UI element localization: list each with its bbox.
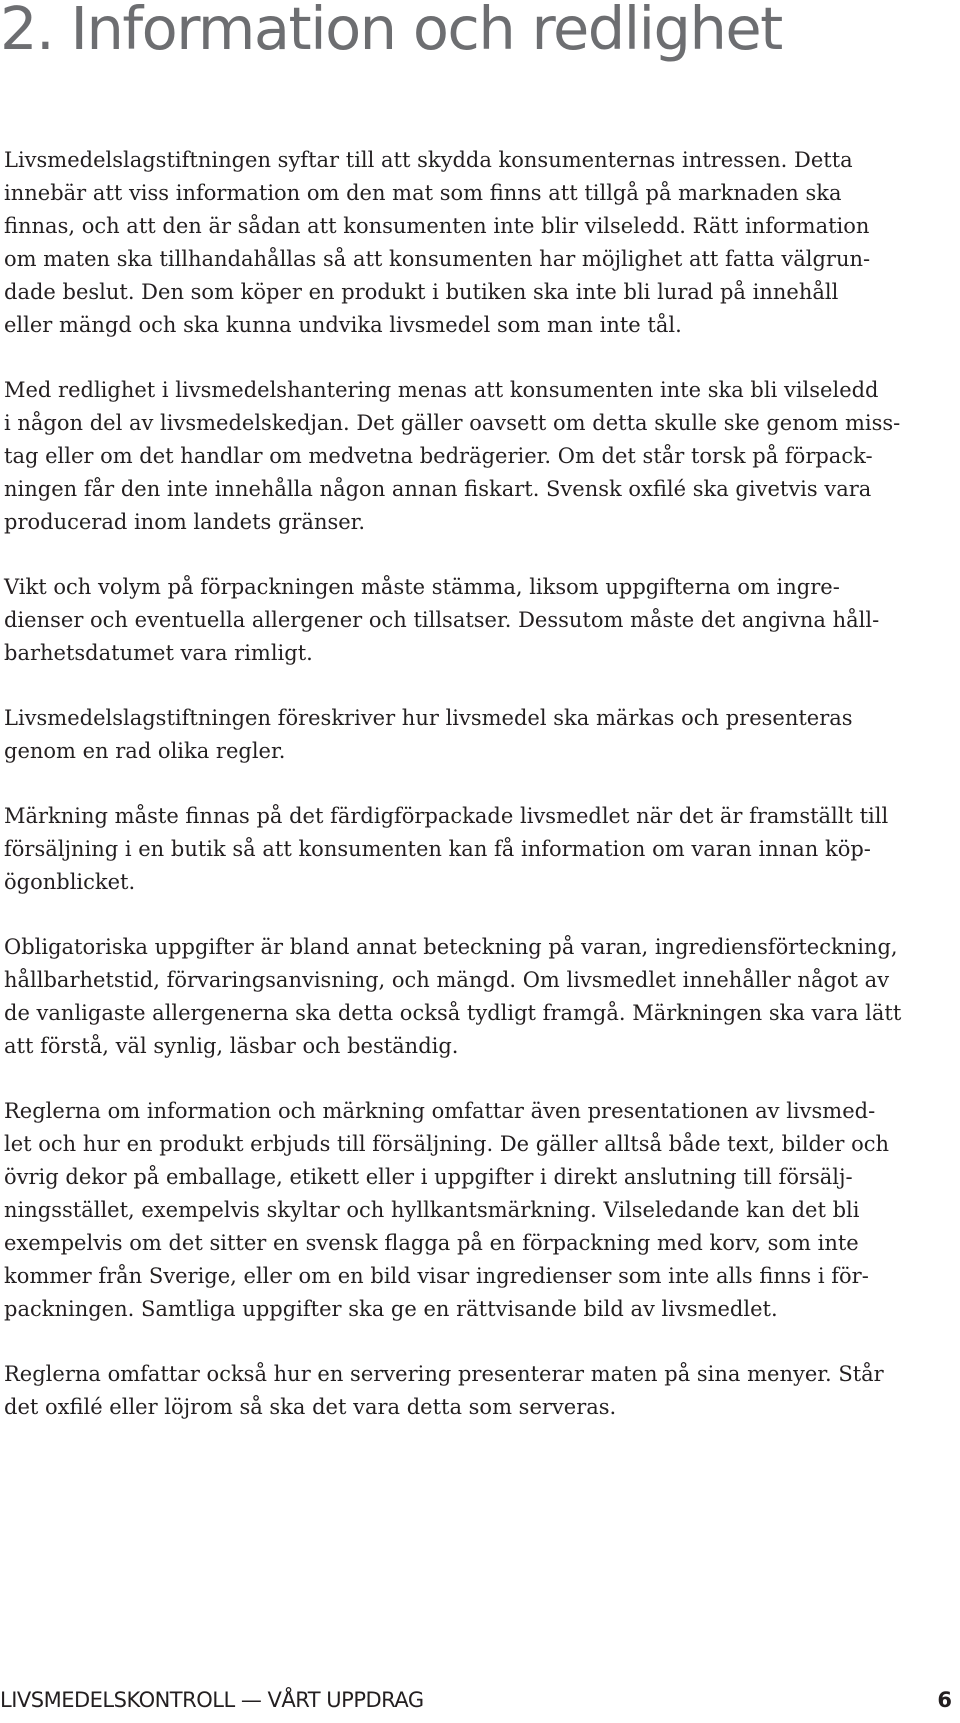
paragraph: Livsmedelslagstiftningen syftar till att skydda konsumenternas intressen. Detta innebär att viss information om den mat som finns att tillgå på marknaden ska finnas, och att den är sådan att konsumenten inte blir vilseledd. Rätt information om maten ska tillhandahållas så att konsumenten har möjlighet att fatta välgrun- dade beslut. Den som köper en produkt i butiken ska inte bli lurad på innehåll eller mängd och ska kunna undvika livsmedel som man inte tål. [4, 148, 871, 337]
paragraph: Livsmedelslagstiftningen föreskriver hur livsmedel ska märkas och presenteras genom en rad olika regler. [4, 706, 853, 763]
paragraph: Märkning måste finnas på det färdigförpackade livsmedlet när det är framställt till försäljning i en butik så att konsumenten kan få information om varan innan köp- ögonblicket. [4, 804, 889, 894]
paragraph: Med redlighet i livsmedelshantering menas att konsumenten inte ska bli vilseledd i någon del av livsmedelskedjan. Det gäller oavsett om detta skulle ske genom miss- tag eller om det handlar om medvetna bedrägerier. Om det står torsk på förpack- ningen får den inte innehålla någon annan fiskart. Svensk oxfilé ska givetvis vara producerad inom landets gränser. [4, 378, 901, 534]
page-title: 2. Information och redlighet [0, 0, 782, 63]
running-footer: LIVSMEDELSKONTROLL — VÅRT UPPDRAG [0, 1688, 424, 1712]
paragraph: Vikt och volym på förpackningen måste stämma, liksom uppgifterna om ingre- dienser och eventuella allergener och tillsatser. Dessutom måste det angivna håll- barhetsdatumet vara rimligt. [4, 575, 880, 665]
paragraph: Reglerna om information och märkning omfattar även presentationen av livsmed- let och hur en produkt erbjuds till försäljning. De gäller alltså både text, bilder och övrig dekor på emballage, etikett eller i uppgifter i direkt anslutning till försälj- ningsstället, exempelvis skyltar och hyllkantsmärkning. Vilseledande kan det bli exempelvis om det sitter en svensk flagga på en förpackning med korv, som inte kommer från Sverige, eller om en bild visar ingredienser som inte alls finns i för- packningen. Samtliga uppgifter ska ge en rättvisande bild av livsmedlet. [4, 1099, 890, 1321]
body-text [4, 144, 944, 1456]
paragraph: Reglerna omfattar också hur en servering presenterar maten på sina menyer. Står det oxfilé eller löjrom så ska det vara detta som serveras. [4, 1362, 884, 1419]
paragraph: Obligatoriska uppgifter är bland annat beteckning på varan, ingrediensförteckning, hållbarhetstid, förvaringsanvisning, och mängd. Om livsmedlet innehåller något av de vanligaste allergenerna ska detta också tydligt framgå. Märkningen ska vara lätt att förstå, väl synlig, läsbar och beständig. [4, 935, 902, 1058]
page-number: 6 [937, 1688, 952, 1712]
